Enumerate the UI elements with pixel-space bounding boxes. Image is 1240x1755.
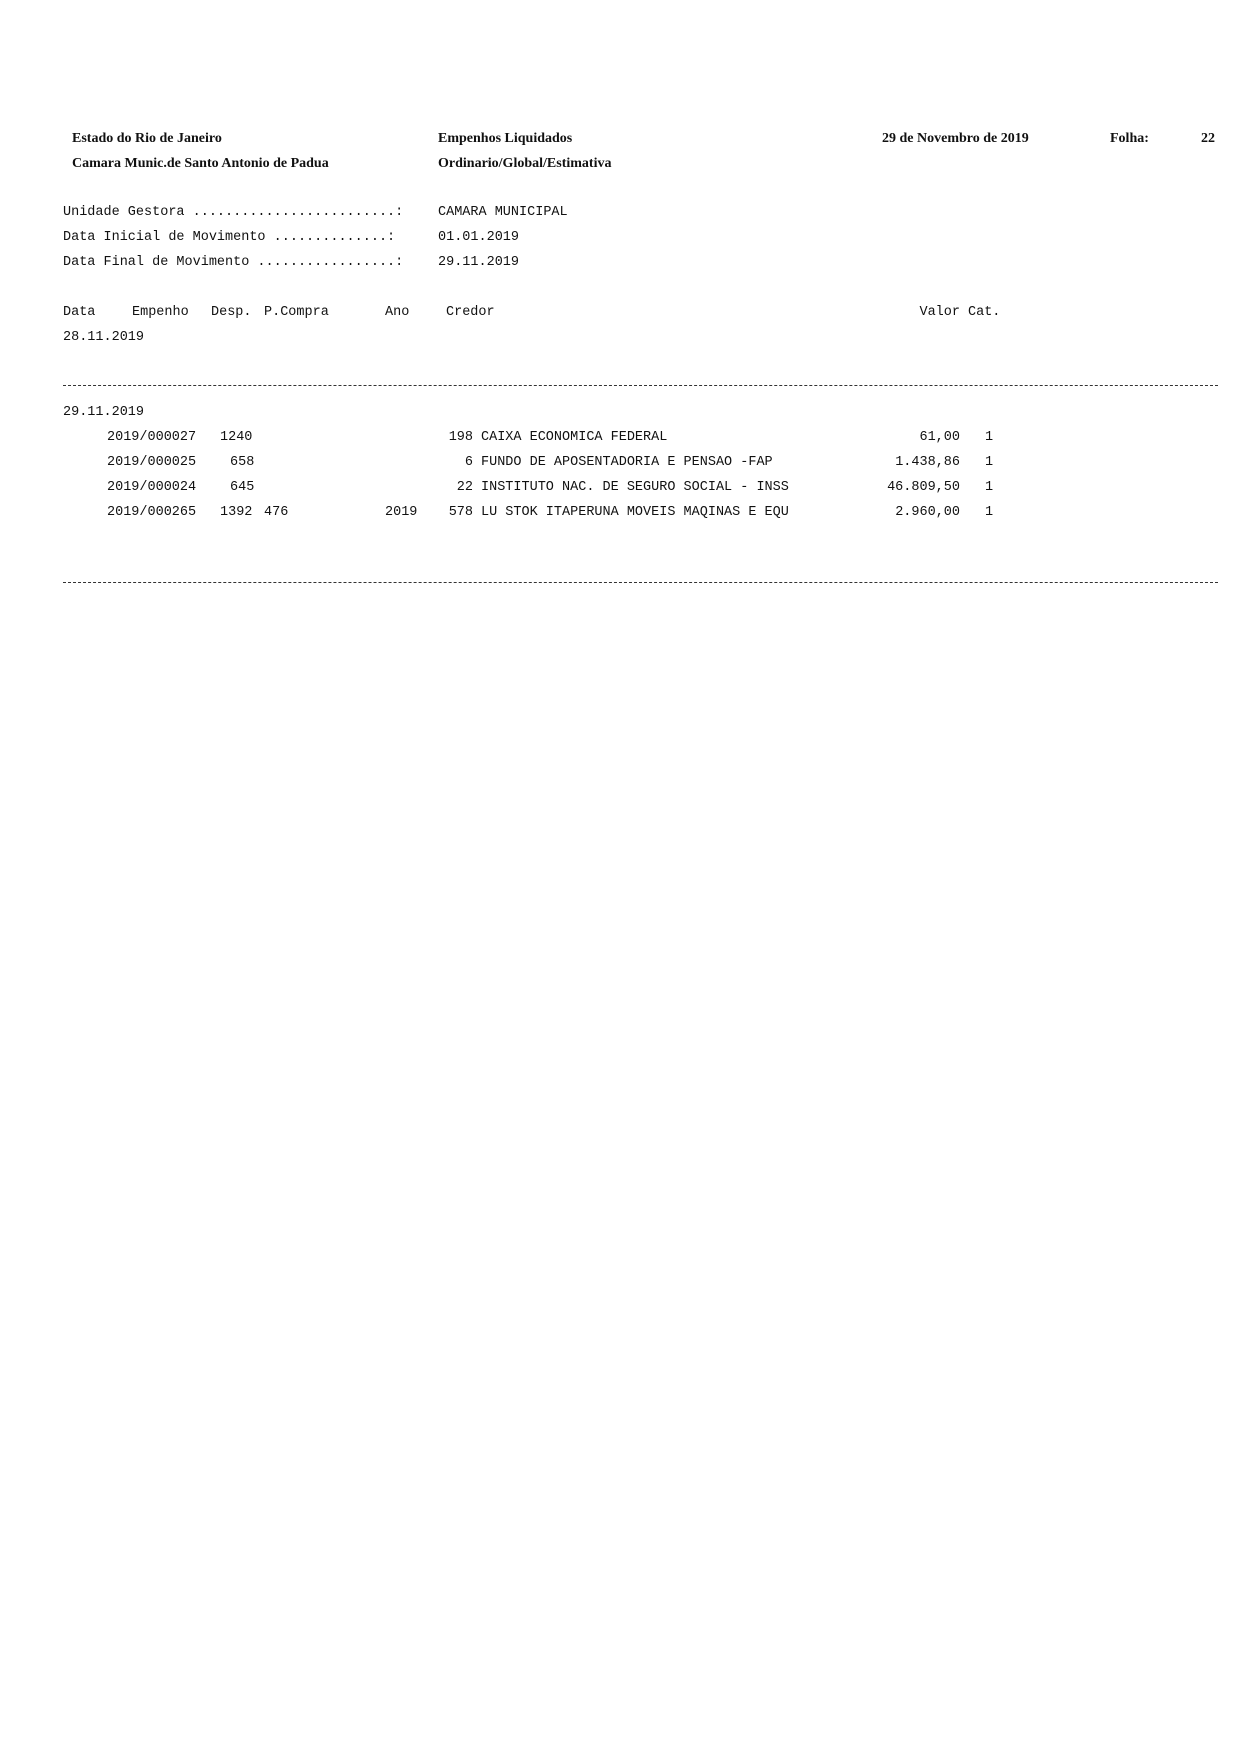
group-date: 28.11.2019 — [63, 330, 145, 345]
data-final-label: Data Final de Movimento .................: — [63, 255, 404, 270]
group-date: 29.11.2019 — [63, 405, 145, 420]
row-credor-name: CAIXA ECONOMICA FEDERAL — [481, 430, 668, 445]
header-entity: Camara Munic.de Santo Antonio de Padua — [72, 156, 329, 171]
row-credor-code: 6 — [464, 455, 473, 470]
col-desp: Desp. — [211, 305, 252, 320]
col-valor: Valor — [919, 305, 960, 320]
row-empenho: 2019/000265 — [107, 505, 197, 520]
row-desp: 1240 — [220, 430, 253, 445]
header-state: Estado do Rio de Janeiro — [72, 131, 222, 146]
folha-label: Folha: — [1110, 131, 1149, 146]
row-credor-name: LU STOK ITAPERUNA MOVEIS MAQINAS E EQU — [481, 505, 789, 520]
row-cat: 1 — [985, 430, 994, 445]
row-desp: 658 — [230, 455, 255, 470]
row-ano: 2019 — [385, 505, 418, 520]
data-final-value: 29.11.2019 — [438, 255, 520, 270]
row-credor-code: 578 — [448, 505, 473, 520]
report-date: 29 de Novembro de 2019 — [882, 131, 1029, 146]
row-credor-name: FUNDO DE APOSENTADORIA E PENSAO -FAP — [481, 455, 773, 470]
row-empenho: 2019/000024 — [107, 480, 197, 495]
dashed-divider — [63, 385, 1218, 386]
unidade-label: Unidade Gestora .........................: — [63, 205, 404, 220]
report-subtitle: Ordinario/Global/Estimativa — [438, 156, 612, 171]
row-valor: 46.809,50 — [887, 480, 960, 495]
col-ano: Ano — [385, 305, 410, 320]
row-credor-name: INSTITUTO NAC. DE SEGURO SOCIAL - INSS — [481, 480, 789, 495]
row-cat: 1 — [985, 455, 994, 470]
row-empenho: 2019/000025 — [107, 455, 197, 470]
row-credor-code: 22 — [456, 480, 473, 495]
row-valor: 61,00 — [919, 430, 960, 445]
col-credor: Credor — [446, 305, 495, 320]
data-inicial-label: Data Inicial de Movimento ..............: — [63, 230, 396, 245]
row-valor: 2.960,00 — [895, 505, 960, 520]
report-title: Empenhos Liquidados — [438, 131, 573, 146]
row-desp: 645 — [230, 480, 255, 495]
row-valor: 1.438,86 — [895, 455, 960, 470]
unidade-value: CAMARA MUNICIPAL — [438, 205, 568, 220]
col-data: Data — [63, 305, 96, 320]
data-inicial-value: 01.01.2019 — [438, 230, 520, 245]
row-pcompra: 476 — [264, 505, 289, 520]
row-cat: 1 — [985, 505, 994, 520]
row-credor-code: 198 — [448, 430, 473, 445]
dashed-divider — [63, 582, 1218, 583]
col-pcompra: P.Compra — [264, 305, 329, 320]
col-cat: Cat. — [968, 305, 1001, 320]
row-desp: 1392 — [220, 505, 253, 520]
row-cat: 1 — [985, 480, 994, 495]
folha-number: 22 — [1201, 131, 1215, 146]
row-empenho: 2019/000027 — [107, 430, 197, 445]
col-empenho: Empenho — [132, 305, 189, 320]
